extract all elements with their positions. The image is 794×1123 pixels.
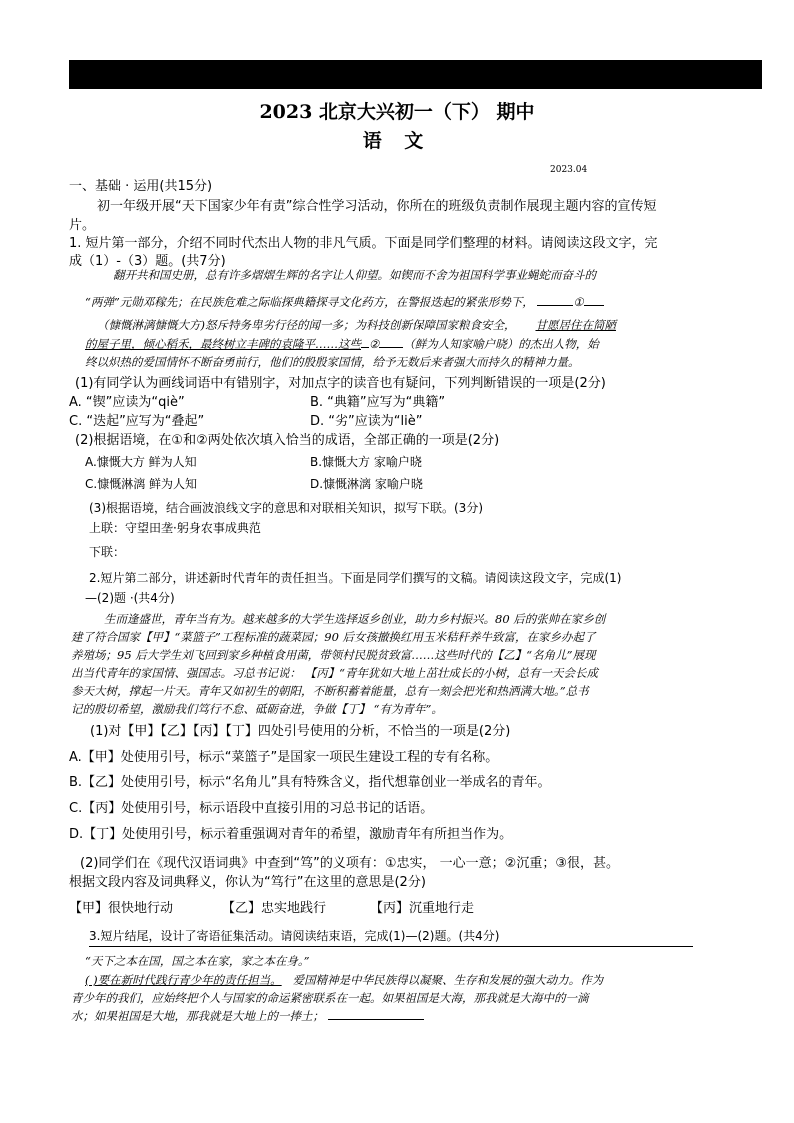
passage-line: 建了符合国家【甲】“菜篮子”工程标准的蔬菜园；90 后女孩撤换红用玉米秸秆养牛致富，在家乡办起了 bbox=[71, 630, 596, 644]
passage-line: 参天大树，撑起一片天。青年又如初生的朝阳，不断积蓄着能量，总有一刻会把光和热洒满大地。”总书 bbox=[71, 684, 589, 698]
subject-title: 语 文 bbox=[362, 130, 432, 152]
option-a: 【甲】很快地行动 bbox=[69, 901, 174, 916]
passage-line: 终以炽热的爱国情怀不断奋勇前行，他们的殷殷家国情，给予无数后来者强大而持久的精神力量。 bbox=[85, 355, 580, 369]
section-heading: 一、基础 · 运用(共15分) bbox=[69, 179, 213, 194]
question-1-3: (3)根据语境，结合画波浪线文字的意思和对联相关知识，拟写下联。(3分) bbox=[89, 501, 483, 515]
question-1-1: (1)有同学认为画线词语中有错别字，对加点字的读音也有疑问，下列判断错误的一项是(2分) bbox=[75, 376, 606, 391]
question-2-1: (1)对【甲】【乙】【丙】【丁】四处引号使用的分析，不恰当的一项是(2分) bbox=[90, 724, 511, 739]
question-1-stem: 1. 短片第一部分，介绍不同时代杰出人物的非凡气质。下面是同学们整理的材料。请阅读这段文字，完 bbox=[69, 236, 658, 251]
option-b: 【乙】忠实地践行 bbox=[222, 901, 327, 916]
option-c: 【丙】沉重地行走 bbox=[370, 901, 475, 916]
header-black-bar bbox=[69, 60, 762, 89]
passage-line: 的屋子里，倾心稻禾，最终树立丰碑的袁隆平……这些 ② （鲜为人知家喻户晓）的杰出人物，始 bbox=[85, 337, 599, 351]
passage-line: 翻开共和国史册，总有许多熠熠生辉的名字让人仰望。如锲而不舍为祖国科学事业蝇蛇而奋斗的 bbox=[113, 268, 596, 282]
option-b: B.【乙】处使用引号，标示“名角儿”具有特殊含义，指代想靠创业一举成名的青年。 bbox=[69, 775, 551, 790]
question-3-stem: 3.短片结尾，设计了寄语征集活动。请阅读结束语，完成(1)—(2)题。(共4分) bbox=[89, 929, 500, 943]
option-c: C.慷慨淋漓 鲜为人知 bbox=[85, 477, 198, 491]
passage-line: “两弹”元勋邓稼先；在民族危难之际临探典籍探寻文化药方，在警报迭起的紧张形势下， ① bbox=[85, 297, 604, 309]
option-d: D.【丁】处使用引号，标示着重强调对青年的希望，激励青年有所担当作为。 bbox=[69, 827, 513, 842]
intro-line: 片。 bbox=[69, 218, 96, 233]
passage-line: ( )要在新时代践行青少年的责任担当。 爱国精神是中华民族得以凝聚、生存和发展的强大动力。作为 bbox=[85, 973, 604, 987]
question-2-stem: —(2)题 ·(共4分) bbox=[85, 591, 175, 605]
option-b: B. “典籍”应写为“典籍” bbox=[310, 395, 446, 410]
passage-line: 生而逢盛世，青年当有为。越来越多的大学生选择返乡创业，助力乡村振兴。80 后的张帅在家乡创 bbox=[104, 612, 606, 626]
couplet-lower: 下联： bbox=[89, 545, 126, 559]
page-title: 2023 北京大兴初一（下） 期中 bbox=[259, 101, 535, 123]
underline bbox=[89, 946, 693, 947]
passage-line: 水；如果祖国是大地，那我就是大地上的一捧土； bbox=[71, 1011, 424, 1023]
option-c: C. “迭起”应写为“叠起” bbox=[69, 414, 205, 429]
passage-line: （慷慨淋漓慷慨大方)怒斥特务卑劣行径的闻一多；为科技创新保障国家粮食安全， 甘愿居住在简陋 bbox=[97, 318, 616, 332]
option-a: A. “锲”应读为“qiè” bbox=[69, 395, 185, 410]
passage-line: “天下之本在国，国之本在家，家之本在身。” bbox=[85, 954, 310, 968]
option-d: D.慷慨淋漓 家喻户晓 bbox=[310, 477, 423, 491]
option-a: A.【甲】处使用引号，标示“菜篮子”是国家一项民生建设工程的专有名称。 bbox=[69, 750, 499, 765]
question-2-2: 根据文段内容及词典释义，你认为“笃行”在这里的意思是(2分) bbox=[69, 875, 426, 890]
question-2-stem: 2.短片第二部分，讲述新时代青年的责任担当。下面是同学们撰写的文稿。请阅读这段文字，完成(1) bbox=[89, 571, 622, 585]
exam-date: 2023.04 bbox=[550, 165, 588, 175]
couplet-upper: 上联：守望田垄·躬身农事成典范 bbox=[89, 521, 261, 535]
passage-line: 记的殷切希望，激励我们笃行不怠、砥砺奋进，争做【丁】 “有为青年”。 bbox=[71, 702, 443, 716]
question-2-2: (2)同学们在《现代汉语词典》中查到“笃”的义项有：①忠实， 一心一意；②沉重；③很，甚。 bbox=[80, 856, 619, 871]
question-1-stem: 成（1）-（3）题。(共7分) bbox=[69, 254, 226, 269]
question-1-2: (2)根据语境，在①和②两处依次填入恰当的成语，全部正确的一项是(2分) bbox=[75, 433, 500, 448]
passage-line: 出当代青年的家国情、强国志。习总书记说： 【丙】“青年犹如大地上茁壮成长的小树，总有一天会长成 bbox=[71, 666, 599, 680]
option-d: D. “劣”应读为“liè” bbox=[310, 414, 423, 429]
option-b: B.慷慨大方 家喻户晓 bbox=[310, 455, 422, 469]
intro-line: 初一年级开展“天下国家少年有责”综合性学习活动，你所在的班级负责制作展现主题内容的宣传短 bbox=[97, 199, 657, 214]
option-c: C.【丙】处使用引号，标示语段中直接引用的习总书记的话语。 bbox=[69, 801, 434, 816]
option-a: A.慷慨大方 鲜为人知 bbox=[85, 455, 197, 469]
passage-line: 养殖场；95 后大学生刘飞回到家乡种植食用菌，带领村民脱贫致富……这些时代的【乙】“名角儿”展现 bbox=[71, 648, 596, 662]
passage-line: 青少年的我们，应始终把个人与国家的命运紧密联系在一起。如果祖国是大海，那我就是大海中的一滴 bbox=[71, 991, 589, 1005]
